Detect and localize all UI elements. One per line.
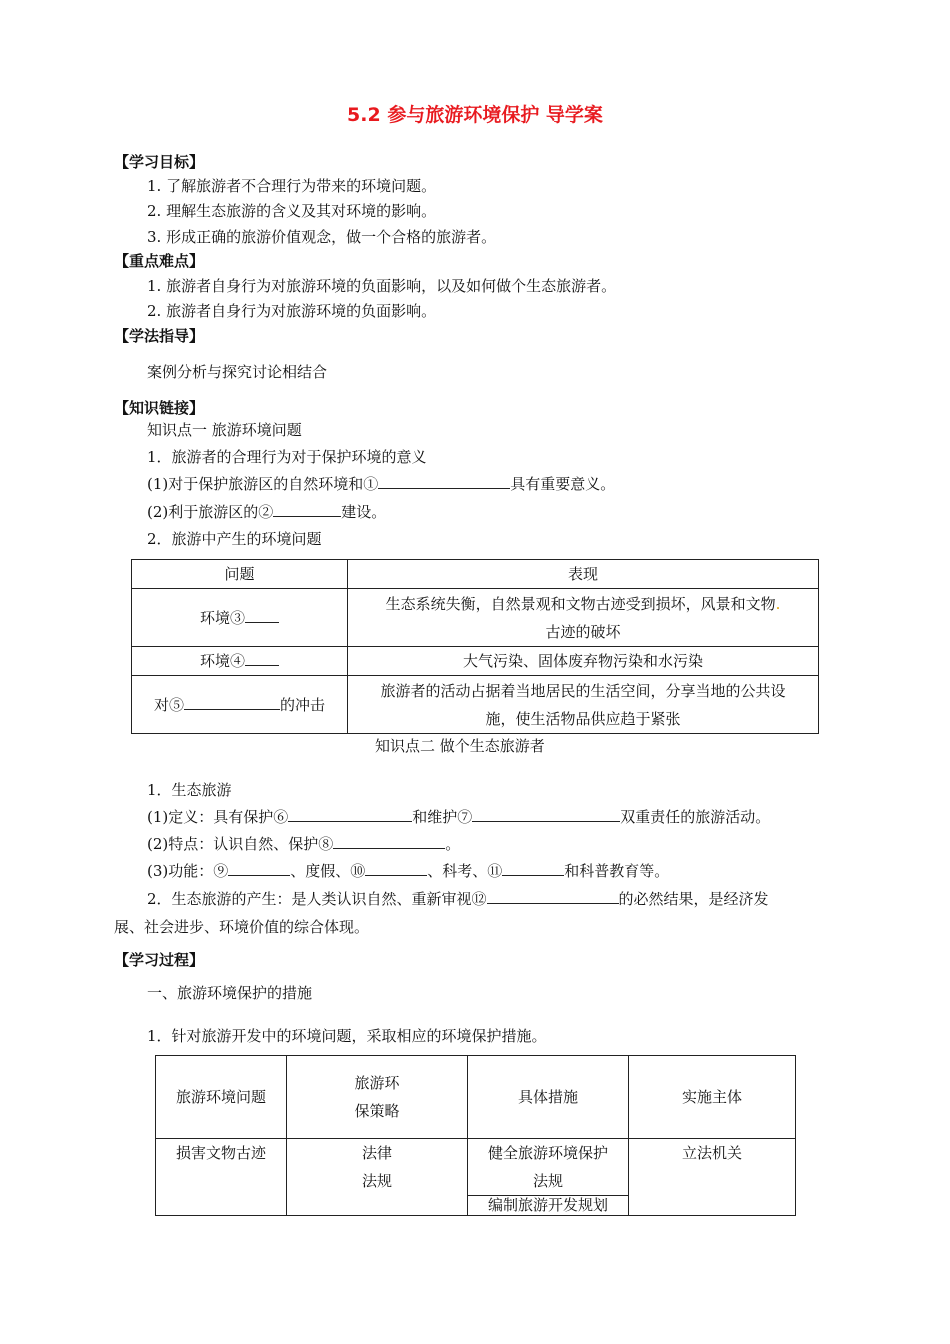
text-segment: 建设。: [341, 503, 387, 521]
goal-item: 3. 形成正确的旅游价值观念，做一个合格的旅游者。: [147, 228, 497, 246]
method-text: 案例分析与探究讨论相结合: [147, 363, 328, 381]
fill-blank-5[interactable]: [184, 695, 280, 710]
knowledge-line: [147, 502, 386, 522]
table-cell-measure: 编制旅游开发规划: [468, 1196, 629, 1216]
knowledge-line: (2)特点：认识自然、保护⑧ 。: [147, 835, 461, 853]
text-segment: 具有重要意义。: [510, 475, 616, 493]
table-cell-measure: 健全旅游环境保护 法规: [468, 1139, 629, 1196]
process-heading: 【学习过程】: [114, 951, 205, 969]
knowledge-heading: 【知识链接】: [114, 399, 205, 417]
fill-blank-7[interactable]: [472, 807, 620, 822]
knowledge-line: 2．旅游中产生的环境问题: [147, 530, 322, 548]
environment-problems-table: [131, 559, 819, 734]
page-title: 5.2 参与旅游环境保护 导学案: [347, 104, 603, 126]
key-heading: 【重点难点】: [114, 252, 205, 270]
key-item: 2. 旅游者自身行为对旅游环境的负面影响。: [147, 302, 437, 320]
table-cell-strategy: 法律 法规: [287, 1139, 468, 1216]
table-cell-subject: 立法机关: [629, 1139, 796, 1216]
fill-blank-12[interactable]: [487, 889, 619, 904]
knowledge-line: 1．生态旅游: [147, 781, 232, 799]
table-cell-problem: 环境④: [132, 647, 348, 676]
protection-measures-table: [155, 1055, 796, 1216]
fill-blank-8[interactable]: [333, 834, 445, 849]
fill-blank-4[interactable]: [245, 651, 279, 666]
table-row: [156, 1139, 796, 1196]
text-segment: (2)利于旅游区的②: [147, 503, 274, 521]
knowledge-line: (1)定义：具有保护⑥ 和维护⑦ 双重责任的旅游活动。: [147, 808, 771, 826]
table-cell-problem: 环境③: [132, 589, 348, 647]
method-heading: 【学法指导】: [114, 327, 205, 345]
fill-blank-6[interactable]: [288, 807, 412, 822]
fill-blank-3[interactable]: [245, 608, 279, 623]
knowledge-point-1: 知识点一 旅游环境问题: [147, 421, 302, 439]
text-segment: (1)对于保护旅游区的自然环境和①: [147, 475, 379, 493]
fill-blank-10[interactable]: [365, 861, 427, 876]
table-header: 实施主体: [629, 1056, 796, 1139]
table-row: [132, 676, 819, 734]
knowledge-line: (3)功能：⑨ 、度假、⑩ 、科考、⑪ 和科普教育等。: [147, 862, 670, 880]
knowledge-line: [147, 474, 615, 494]
knowledge-line: 1．旅游者的合理行为对于保护环境的意义: [147, 448, 427, 466]
table-row: [132, 589, 819, 647]
process-section: 一、旅游环境保护的措施: [147, 984, 313, 1002]
knowledge-point-2: 知识点二 做个生态旅游者: [375, 737, 545, 755]
table-cell-desc: 生态系统失衡，自然景观和文物古迹受到损坏，风景和文物. 古迹的破坏: [348, 589, 819, 647]
knowledge-line: 2．生态旅游的产生：是人类认识自然、重新审视⑫ 的必然结果，是经济发: [147, 890, 769, 908]
fill-blank-11[interactable]: [502, 861, 564, 876]
table-cell-desc: 大气污染、固体废弃物污染和水污染: [348, 647, 819, 676]
table-header: 表现: [348, 560, 819, 589]
fill-blank-2[interactable]: [273, 502, 341, 517]
goals-heading: 【学习目标】: [114, 153, 205, 171]
process-item: 1．针对旅游开发中的环境问题，采取相应的环境保护措施。: [147, 1027, 547, 1045]
table-cell-desc: 旅游者的活动占据着当地居民的生活空间，分享当地的公共设 施，使生活物品供应趋于紧张: [348, 676, 819, 734]
table-header: 问题: [132, 560, 348, 589]
table-header: 具体措施: [468, 1056, 629, 1139]
knowledge-line: 展、社会进步、环境价值的综合体现。: [114, 918, 370, 936]
table-header: 旅游环境问题: [156, 1056, 287, 1139]
key-item: 1. 旅游者自身行为对旅游环境的负面影响，以及如何做个生态旅游者。: [147, 277, 617, 295]
table-cell-problem: 损害文物古迹: [156, 1139, 287, 1216]
fill-blank-1[interactable]: [378, 474, 510, 489]
goal-item: 1. 了解旅游者不合理行为带来的环境问题。: [147, 177, 437, 195]
fill-blank-9[interactable]: [228, 861, 290, 876]
mark-dot: .: [775, 594, 781, 613]
table-header: 旅游环 保策略: [287, 1056, 468, 1139]
table-cell-problem: 对⑤ 的冲击: [132, 676, 348, 734]
table-row: [132, 647, 819, 676]
goal-item: 2. 理解生态旅游的含义及其对环境的影响。: [147, 202, 437, 220]
